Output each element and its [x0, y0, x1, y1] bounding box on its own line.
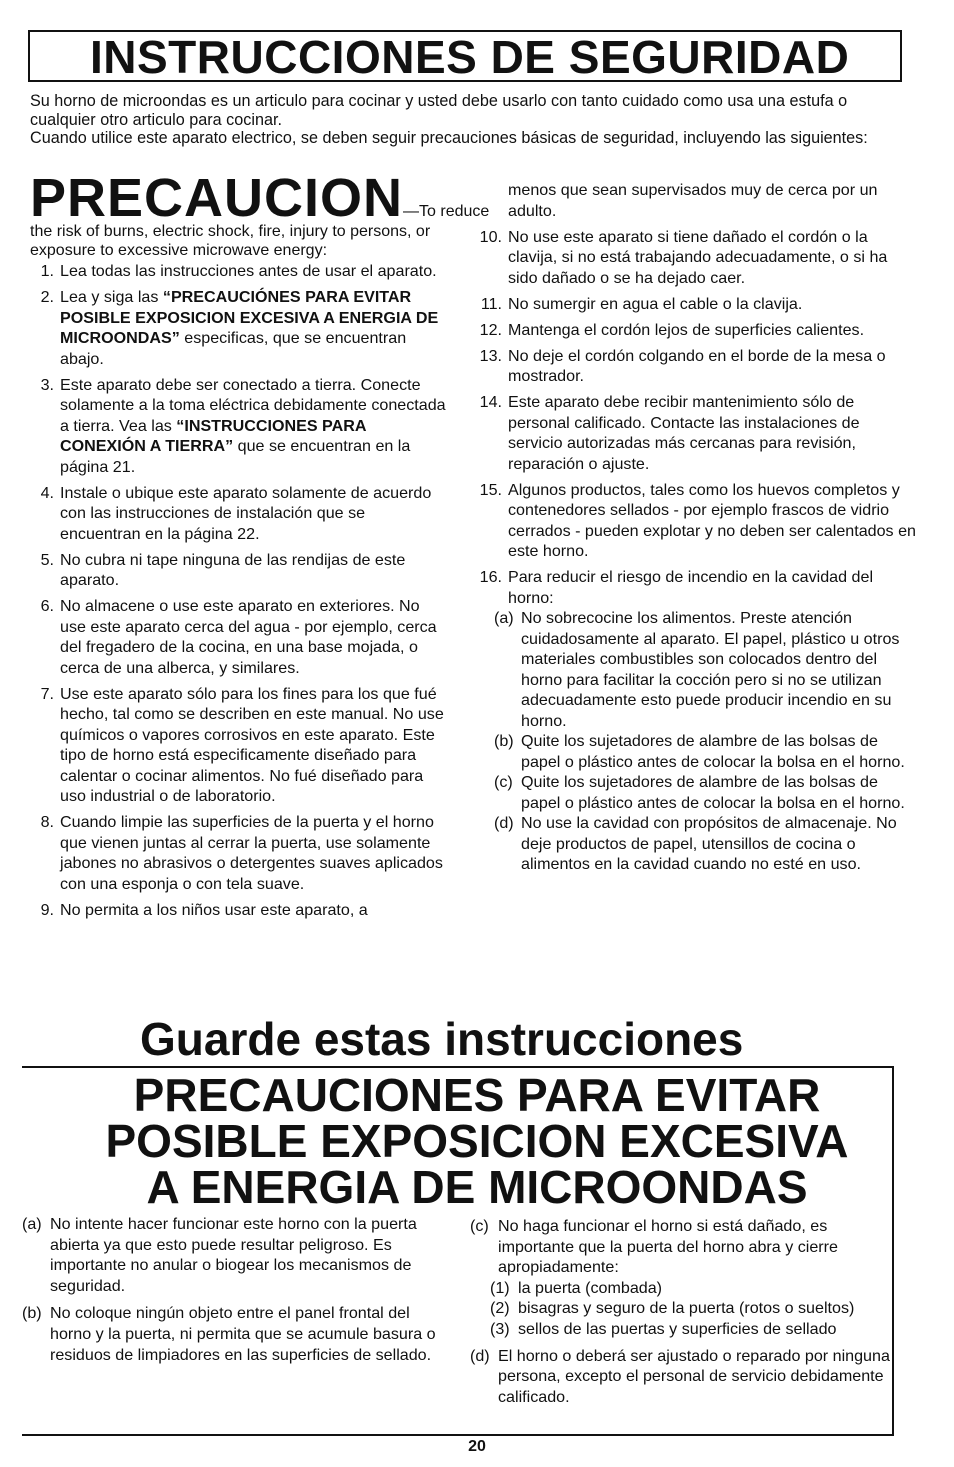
precautions-right-column: [470, 1216, 890, 1414]
safety-item: [478, 227, 918, 289]
item-number: 12.: [479, 320, 502, 339]
precautions-left-column: [22, 1214, 442, 1372]
right-column: [478, 180, 918, 875]
item-number: 1.: [40, 262, 54, 280]
precaution-letter: (d): [470, 1346, 490, 1365]
item-text: No cubra ni tape ninguna de las rendijas de este aparato.: [60, 550, 406, 589]
item-number: 15.: [479, 480, 502, 499]
item-number: 10.: [479, 227, 502, 246]
item-text: menos que sean supervisados muy de cerca por un adulto.: [508, 181, 878, 220]
precaution-sub-item: [470, 1319, 890, 1340]
item-text: Lea y siga las: [60, 288, 163, 306]
sub-item-letter: (c): [494, 773, 513, 791]
item-number: 16.: [479, 568, 502, 586]
item-text: No almacene o use este aparato en exteriores. No use este aparato cerca del agua - por ejemplo, cerca del fregadero de la cocina, en una base mojada, o cerca de una alberca, y similares.: [60, 597, 437, 677]
precaution-letter: (c): [470, 1217, 489, 1235]
item-text: que se encuentran en la página 21.: [60, 437, 411, 476]
precaution-sub-text: la puerta (combada): [518, 1278, 663, 1297]
heading-line: POSIBLE EXPOSICION EXCESIVA: [105, 1115, 849, 1167]
safety-item: [30, 375, 450, 478]
safety-item: [478, 294, 918, 315]
item-number: 9.: [40, 900, 54, 919]
item-number: 3.: [40, 375, 54, 394]
heading-line: A ENERGIA DE MICROONDAS: [146, 1161, 808, 1213]
safety-item: [478, 320, 918, 341]
precaucion-tail: —To reduce: [403, 203, 490, 220]
item-text: No sumergir en agua el cable o la clavija.: [508, 294, 803, 313]
precaucion-word: PRECAUCION: [30, 168, 404, 228]
safety-item: [30, 550, 450, 591]
sub-item: [478, 772, 918, 813]
precaution-sub-number: (3): [490, 1319, 510, 1338]
item-number: 7.: [40, 684, 54, 703]
sub-item: [478, 813, 918, 875]
precaution-letter: (a): [22, 1215, 42, 1233]
page-title: INSTRUCCIONES DE SEGURIDAD: [90, 31, 850, 83]
sub-item-letter: (b): [494, 732, 514, 750]
item-text: No permita a los niños usar este aparato, a: [60, 900, 368, 919]
sub-item-text: Quite los sujetadores de alambre de las bolsas de papel o plástico antes de colocar la bolsa en el horno.: [521, 773, 905, 812]
intro-paragraph: Cuando utilice este aparato electrico, se deben seguir precauciones básicas de seguridad, incluyendo las siguientes:: [30, 129, 868, 148]
precaution-sub-text: sellos de las puertas y superficies de sellado: [518, 1319, 837, 1338]
precaution-sub-text: bisagras y seguro de la puerta (rotos o sueltos): [518, 1299, 855, 1318]
item-number: 6.: [40, 597, 54, 615]
item-number: 14.: [479, 393, 502, 411]
precaution-letter: (b): [22, 1304, 42, 1323]
precaution-sub-item: [470, 1298, 890, 1319]
safety-item: [30, 900, 450, 921]
precaution-item: [470, 1346, 890, 1408]
item-number: 13.: [479, 346, 502, 365]
intro-paragraph: Su horno de microondas es un articulo para cocinar y usted debe usarlo con tanto cuidado como usa una estufa o cualquier otro articulo para cocinar.: [30, 92, 848, 129]
safety-item: [30, 596, 450, 678]
item-text: especificas, que se encuentran abajo.: [60, 329, 407, 368]
precaution-sub-item: [470, 1278, 890, 1299]
item-bold-text: “PRECAUCIÓNES PARA EVITAR POSIBLE EXPOSICION EXCESIVA A ENERGIA DE MICROONDAS”: [60, 288, 439, 347]
precaution-text: No coloque ningún objeto entre el panel frontal del horno y la puerta, ni permita que se acumule basura o residuos de limpiadores en las superficies de sellado.: [50, 1304, 436, 1364]
item-text: Use este aparato sólo para los fines para los que fué hecho, tal como se describen en este manual. No use químicos o vapores corrosivos en este aparato. Este tipo de horno está especificamente diseñado para calentar o cocinar alimentos. No fué diseñado para uso industrial o de laboratorio.: [60, 684, 444, 805]
page-number: 20: [468, 1438, 486, 1455]
safety-item: [30, 684, 450, 807]
item-number: 5.: [40, 550, 54, 569]
precaution-text: No haga funcionar el horno si está dañado, es importante que la puerta del horno abra y cierre apropiadamente:: [498, 1217, 838, 1277]
safety-item: [478, 480, 918, 562]
safety-item: [478, 346, 918, 387]
precaution-item: [22, 1303, 442, 1365]
item-number: 2.: [40, 288, 54, 306]
sub-item-text: No use la cavidad con propósitos de almacenaje. No deje productos de papel, utensillos de cocina o alimentos en la cavidad cuando no esté en uso.: [521, 814, 897, 873]
sub-item-text: No sobrecocine los alimentos. Preste atención cuidadosamente al aparato. El papel, plástico u otros materiales combustibles son colocados dentro del horno para facilitar la cocción pero si no se utilizan adecuadamente esto puede producir incendio en su horno.: [521, 609, 900, 730]
item-text: Este aparato debe ser conectado a tierra. Conecte solamente a la toma eléctrica debidamente conectada a tierra. Vea las: [60, 375, 446, 435]
item-bold-text: “INSTRUCCIONES PARA CONEXIÓN A TIERRA”: [60, 416, 366, 455]
item-text: Este aparato debe recibir mantenimiento sólo de personal calificado. Contacte las instalaciones de servicio autorizadas más cercanas para revisión, reparación o ajuste.: [508, 393, 860, 473]
save-instructions-heading: Guarde estas instrucciones: [140, 1013, 744, 1065]
precaution-item: [470, 1216, 890, 1278]
item-number: 8.: [40, 813, 54, 831]
safety-item: [30, 483, 450, 545]
item-text: No use este aparato si tiene dañado el cordón o la clavija, si no está trabajando adecuadamente, o si ha sido dañado o se ha dejado caer.: [508, 227, 888, 287]
precaution-text: No intente hacer funcionar este horno con la puerta abierta ya que esto puede resultar peligroso. Es importante no anular o biogear los mecanismos de seguridad.: [50, 1215, 417, 1295]
precaution-sub-number: (1): [490, 1278, 510, 1297]
item-text: Cuando limpie las superficies de la puerta y el horno que vienen juntas al cerrar la puerta, use solamente jabones no abrasivos o detergentes suaves aplicados con una esponja o con tela suave.: [60, 813, 443, 893]
intro: [30, 92, 910, 148]
item-text: Algunos productos, tales como los huevos completos y contenedores sellados - por ejemplo frascos de vidrio cerrados - pueden explotar y no deben ser calentados en este horno.: [508, 480, 916, 560]
safety-item-continued: [478, 180, 918, 221]
heading-line: PRECAUCIONES PARA EVITAR: [133, 1069, 821, 1121]
item-text: Mantenga el cordón lejos de superficies calientes.: [508, 320, 865, 339]
precaucion-body: the risk of burns, electric shock, fire, injury to persons, or exposure to excessive microwave energy:: [30, 223, 431, 259]
precaution-item: [22, 1214, 442, 1296]
safety-item: [478, 567, 918, 608]
precaucion-heading: [30, 168, 490, 228]
item-number: 11.: [480, 294, 502, 313]
safety-item: [30, 261, 450, 282]
safety-item: [30, 812, 450, 894]
title-box: [28, 30, 902, 82]
item-text: Lea todas las instrucciones antes de usar el aparato.: [60, 262, 437, 280]
left-column: [30, 168, 490, 926]
precaution-text: El horno o deberá ser ajustado o reparado por ninguna persona, excepto el personal de servicio debidamente calificado.: [498, 1346, 890, 1406]
sub-item-text: Quite los sujetadores de alambre de las bolsas de papel o plástico antes de colocar la bolsa en el horno.: [521, 732, 905, 771]
item-number: 4.: [40, 483, 54, 502]
safety-item: [478, 392, 918, 474]
sub-item-letter: (d): [494, 814, 514, 832]
sub-item-letter: (a): [494, 609, 514, 627]
microwave-precautions-heading: [0, 1069, 954, 1213]
sub-item: [478, 731, 918, 772]
precaution-sub-number: (2): [490, 1299, 510, 1318]
item-text: Instale o ubique este aparato solamente de acuerdo con las instrucciones de instalación que se encuentran en la página 22.: [60, 483, 432, 543]
item-text: Para reducir el riesgo de incendio en la cavidad del horno:: [508, 568, 874, 607]
item-text: No deje el cordón colgando en el borde de la mesa o mostrador.: [508, 346, 886, 385]
safety-item: [30, 287, 450, 369]
sub-item: [478, 608, 918, 731]
